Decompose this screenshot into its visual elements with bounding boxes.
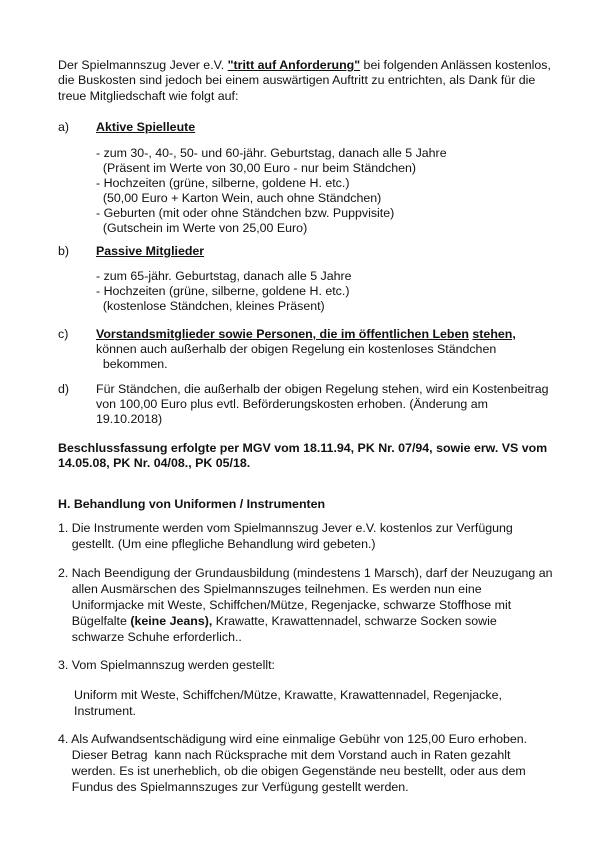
h-item-3-line: 3. Vom Spielmannszug werden gestellt: — [58, 658, 275, 672]
h-item-1-line: gestellt. (Um eine pflegliche Behandlung wird gebeten.) — [58, 537, 376, 551]
h-item-4-line: 4. Als Aufwandsentschädigung wird eine einmalige Gebühr von 125,00 Euro erhoben. — [58, 732, 528, 746]
h-item-2-line: allen Ausmärschen des Spielmannszuges teilnehmen. Es werden nun eine — [58, 582, 482, 596]
h-item-2-line: Uniformjacke mit Weste, Schiffchen/Mütze, Regenjacke, schwarze Stoffhose mit — [58, 598, 512, 612]
section-b-line: - zum 65-jähr. Geburtstag, danach alle 5 Jahre — [96, 269, 352, 283]
section-b-title: Passive Mitglieder — [96, 244, 205, 258]
h-item-2-line: 2. Nach Beendigung der Grundausbildung (mindestens 1 Marsch), darf der Neuzugang an — [58, 566, 553, 580]
section-b-line: (kostenlose Ständchen, kleines Präsent) — [96, 299, 325, 313]
section-b-marker: b) — [58, 244, 70, 258]
section-a-title: Aktive Spielleute — [96, 120, 196, 134]
h-item-3-detail: Uniform mit Weste, Schiffchen/Mütze, Krawatte, Krawattennadel, Regenjacke, — [74, 688, 502, 702]
section-d-line: von 100,00 Euro plus evtl. Beförderungskosten erhoben. (Änderung am — [96, 397, 488, 411]
h-item-2-emphasis: (keine Jeans), — [130, 614, 213, 628]
h-item-3-detail: Instrument. — [74, 704, 136, 718]
h-item-1-line: 1. Die Instrumente werden vom Spielmannszug Jever e.V. kostenlos zur Verfügung — [58, 521, 513, 535]
h-item-4-line: Dieser Betrag kann nach Rücksprache mit dem Vorstand auch in Raten gezahlt — [58, 748, 511, 762]
section-c-marker: c) — [58, 327, 69, 341]
section-a-line: (Präsent im Werte von 30,00 Euro - nur beim Ständchen) — [96, 161, 417, 175]
section-a-line: - zum 30-, 40-, 50- und 60-jähr. Geburtstag, danach alle 5 Jahre — [96, 146, 447, 160]
section-a-line: (50,00 Euro + Karton Wein, auch ohne Ständchen) — [96, 191, 382, 205]
section-a-marker: a) — [58, 120, 70, 134]
intro-line-2: die Buskosten sind jedoch bei einem auswärtigen Auftritt zu entrichten, als Dank für die — [58, 73, 536, 87]
h-item-2-line — [58, 613, 497, 629]
h-item-4-line: werden. Es ist unerheblich, ob die obigen Gegenstände neu bestellt, oder aus dem — [58, 764, 526, 778]
section-b-line: - Hochzeiten (grüne, silberne, goldene H. etc.) — [96, 284, 350, 298]
section-c-title-end: stehen, — [472, 327, 516, 341]
resolution-line-1: Beschlussfassung erfolgte per MGV vom 18.11.94, PK Nr. 07/94, sowie erw. VS vom — [58, 441, 548, 455]
section-a-line: (Gutschein im Werte von 25,00 Euro) — [96, 221, 308, 235]
section-a-line: - Hochzeiten (grüne, silberne, goldene H. etc.) — [96, 176, 350, 190]
section-a-line: - Geburten (mit oder ohne Ständchen bzw. Puppvisite) — [96, 206, 395, 220]
section-c-line: bekommen. — [96, 357, 168, 371]
section-c-line: können auch außerhalb der obigen Regelung ein kostenloses Ständchen — [96, 342, 497, 356]
h-item-2-text: Bügelfalte — [58, 614, 131, 628]
h-item-2-text: Krawatte, Krawattennadel, schwarze Socken sowie — [212, 614, 497, 628]
section-d-marker: d) — [58, 382, 70, 396]
intro-text: Der Spielmannszug Jever e.V. — [58, 58, 228, 72]
intro-text: bei folgenden Anlässen kostenlos, — [360, 58, 551, 72]
h-item-2-line: schwarze Schuhe erforderlich.. — [58, 630, 242, 644]
intro-emphasis: "tritt auf Anforderung" — [227, 58, 361, 72]
intro-line-1 — [58, 57, 551, 73]
section-d-line: 19.10.2018) — [96, 412, 163, 426]
resolution-line-2: 14.05.08, PK Nr. 04/08., PK 05/18. — [58, 456, 251, 470]
section-c-title-line — [96, 326, 516, 342]
h-item-4-line: Fundus des Spielmannszuges zur Verfügung gestellt werden. — [58, 780, 409, 794]
section-c-title: Vorstandsmitglieder sowie Personen, die im öffentlichen Leben — [96, 327, 469, 341]
section-h-heading: H. Behandlung von Uniformen / Instrumenten — [58, 497, 326, 511]
intro-line-3: treue Mitgliedschaft wie folgt auf: — [58, 89, 239, 103]
section-d-line: Für Ständchen, die außerhalb der obigen Regelung stehen, wird ein Kostenbeitrag — [96, 382, 549, 396]
